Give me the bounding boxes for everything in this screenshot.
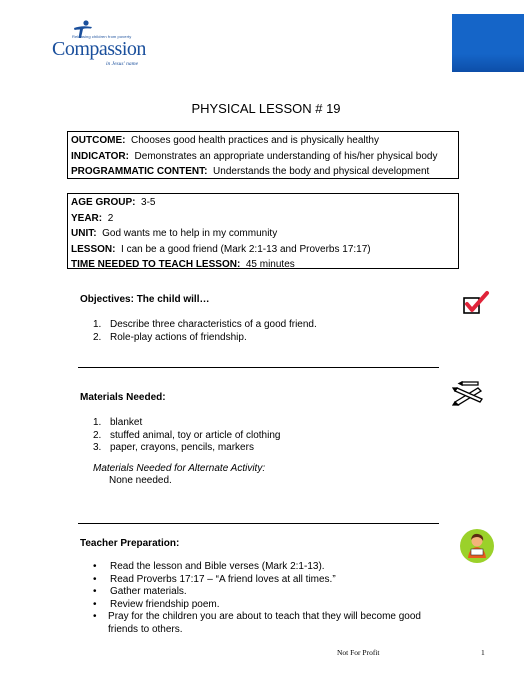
item-text: Gather materials. [110, 586, 187, 597]
age-value: 3-5 [141, 197, 156, 208]
objectives-list [93, 319, 433, 344]
item-text: stuffed animal, toy or article of clothing [110, 429, 281, 441]
item-number: 1. [93, 319, 102, 330]
item-number: 1. [93, 417, 102, 428]
list-item [93, 319, 433, 332]
bullet: • [93, 598, 97, 610]
year-row [71, 211, 455, 227]
checkmark-box-icon [462, 290, 490, 321]
programmatic-value: Understands the body and physical development [213, 166, 430, 177]
bullet: • [93, 611, 97, 622]
time-row [71, 257, 455, 273]
year-value: 2 [107, 212, 114, 224]
year-label: YEAR: [71, 212, 103, 224]
item-text: Describe three characteristics of a good friend. [110, 319, 317, 330]
lesson-info-box [67, 193, 459, 269]
divider [78, 367, 439, 368]
indicator-value: Demonstrates an appropriate understanding of his/her physical body [134, 150, 438, 162]
materials-heading: Materials Needed: [80, 392, 166, 403]
materials-list [93, 417, 433, 455]
indicator-label: INDICATOR: [71, 150, 129, 162]
outcome-box [67, 131, 459, 179]
page-number: 1 [481, 648, 485, 657]
outcome-label: OUTCOME: [71, 135, 126, 146]
alternate-materials-text: None needed. [109, 475, 172, 486]
list-item [93, 442, 433, 455]
age-label: AGE GROUP: [71, 197, 136, 208]
item-text: Read Proverbs 17:17 – “A friend loves at all times.” [110, 573, 336, 585]
teacher-child-icon [459, 528, 495, 569]
list-item [93, 599, 453, 612]
list-item [93, 332, 433, 345]
list-item [93, 561, 453, 574]
compassion-logo [52, 20, 172, 70]
objectives-heading: Objectives: The child will… [80, 294, 210, 305]
outcome-value: Chooses good health practices and is physically healthy [131, 135, 379, 146]
item-number: 2. [93, 429, 102, 441]
unit-label: UNIT: [71, 228, 97, 239]
logo-wordmark: Compassion [52, 38, 146, 60]
lesson-label: LESSON: [71, 243, 116, 255]
age-row [71, 195, 455, 211]
logo-tagline: Releasing children from poverty [72, 34, 132, 39]
programmatic-row [71, 164, 455, 180]
list-item [93, 586, 453, 599]
pencils-icon [452, 380, 486, 411]
item-text: Read the lesson and Bible verses (Mark 2:1-13). [110, 561, 325, 572]
programmatic-label: PROGRAMMATIC CONTENT: [71, 166, 208, 177]
indicator-row [71, 149, 455, 165]
unit-row [71, 226, 455, 242]
item-text: Pray for the children you are about to teach that they will become good friends to others. [108, 611, 421, 635]
preparation-list [93, 561, 453, 636]
list-item [93, 611, 453, 636]
lesson-value: I can be a good friend (Mark 2:1-13 and Proverbs 17:17) [121, 243, 371, 255]
item-text: paper, crayons, pencils, markers [110, 442, 254, 453]
item-number: 2. [93, 331, 102, 343]
preparation-heading: Teacher Preparation: [80, 538, 180, 549]
item-text: Review friendship poem. [110, 598, 220, 610]
footer-text: Not For Profit [337, 648, 380, 657]
item-text: blanket [110, 417, 143, 428]
list-item [93, 574, 453, 587]
item-text: Role-play actions of friendship. [110, 331, 247, 343]
list-item [93, 430, 433, 443]
page-title: PHYSICAL LESSON # 19 [191, 101, 341, 116]
decorative-blue-block [452, 14, 524, 72]
outcome-row [71, 133, 455, 149]
divider [78, 523, 439, 524]
lesson-row [71, 242, 455, 258]
bullet: • [93, 586, 97, 597]
alternate-materials-title: Materials Needed for Alternate Activity: [93, 463, 266, 474]
bullet: • [93, 573, 97, 585]
item-number: 3. [93, 442, 102, 453]
time-value: 45 minutes [245, 259, 295, 270]
logo-subline: in Jesus' name [106, 61, 139, 67]
unit-value: God wants me to help in my community [102, 228, 278, 239]
time-label: TIME NEEDED TO TEACH LESSON: [71, 259, 241, 270]
bullet: • [93, 561, 97, 572]
list-item [93, 417, 433, 430]
